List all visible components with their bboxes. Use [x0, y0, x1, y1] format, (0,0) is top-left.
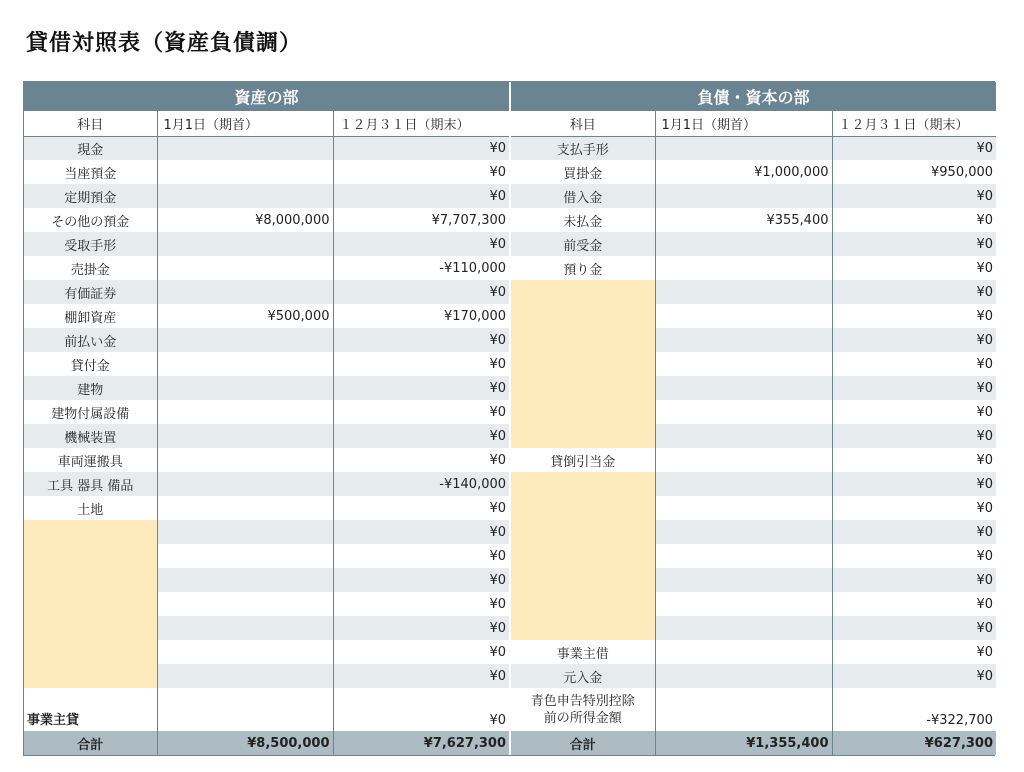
liabilities-table	[511, 82, 996, 755]
assets-item: 受取手形	[24, 232, 157, 256]
liabilities-item: 貸倒引当金	[511, 448, 655, 472]
liabilities-start-amount	[655, 592, 832, 616]
assets-start-amount	[157, 520, 333, 544]
liabilities-item: 未払金	[511, 208, 655, 232]
income-item-line2: 前の所得金額	[543, 710, 622, 726]
liabilities-col-start: 1月1日（期首）	[655, 111, 832, 136]
liabilities-item	[511, 280, 655, 304]
liabilities-item	[511, 328, 655, 352]
assets-start-amount	[157, 184, 333, 208]
page-title: 貸借対照表（資産負債調）	[26, 31, 303, 56]
assets-owner-end: ¥0	[333, 688, 509, 731]
liabilities-start-amount	[655, 304, 832, 328]
liabilities-row	[511, 496, 996, 520]
liabilities-row	[511, 328, 996, 352]
liabilities-row	[511, 664, 996, 688]
liabilities-section	[511, 82, 996, 755]
assets-item: 定期預金	[24, 184, 157, 208]
assets-start-amount	[157, 616, 333, 640]
liabilities-row	[511, 352, 996, 376]
liabilities-col-end: １２月３１日（期末）	[832, 111, 996, 136]
liabilities-start-amount	[655, 424, 832, 448]
liabilities-col-subject: 科目	[511, 111, 655, 136]
liabilities-item	[511, 568, 655, 592]
assets-item: 棚卸資産	[24, 304, 157, 328]
assets-item	[24, 520, 157, 544]
liabilities-row	[511, 424, 996, 448]
liabilities-start-amount: ¥1,000,000	[655, 160, 832, 184]
liabilities-item	[511, 400, 655, 424]
assets-item	[24, 544, 157, 568]
liabilities-row	[511, 400, 996, 424]
assets-section	[24, 82, 509, 755]
assets-start-amount	[157, 592, 333, 616]
assets-start-amount	[157, 136, 333, 160]
assets-item: 土地	[24, 496, 157, 520]
liabilities-item	[511, 544, 655, 568]
assets-row	[24, 160, 509, 184]
assets-row	[24, 136, 509, 160]
assets-start-amount	[157, 496, 333, 520]
assets-item	[24, 640, 157, 664]
liabilities-total-start: ¥1,355,400	[655, 731, 832, 755]
assets-row	[24, 448, 509, 472]
assets-start-amount	[157, 328, 333, 352]
liabilities-item	[511, 424, 655, 448]
assets-end-amount: -¥140,000	[333, 472, 509, 496]
liabilities-row	[511, 592, 996, 616]
liabilities-row	[511, 448, 996, 472]
liabilities-start-amount	[655, 496, 832, 520]
assets-item	[24, 664, 157, 688]
assets-end-amount: ¥0	[333, 184, 509, 208]
assets-start-amount	[157, 280, 333, 304]
assets-row	[24, 544, 509, 568]
assets-start-amount	[157, 256, 333, 280]
assets-row	[24, 664, 509, 688]
assets-section-header: 資産の部	[24, 82, 509, 111]
liabilities-end-amount: ¥0	[832, 184, 996, 208]
assets-row	[24, 640, 509, 664]
liabilities-row	[511, 184, 996, 208]
liabilities-item: 借入金	[511, 184, 655, 208]
assets-item	[24, 568, 157, 592]
assets-row	[24, 256, 509, 280]
liabilities-row	[511, 256, 996, 280]
assets-owner-row	[24, 688, 509, 731]
assets-end-amount: -¥110,000	[333, 256, 509, 280]
assets-item: 現金	[24, 136, 157, 160]
assets-row	[24, 472, 509, 496]
assets-row	[24, 616, 509, 640]
liabilities-end-amount: ¥0	[832, 448, 996, 472]
assets-start-amount	[157, 568, 333, 592]
liabilities-start-amount	[655, 640, 832, 664]
liabilities-row	[511, 568, 996, 592]
assets-end-amount: ¥0	[333, 448, 509, 472]
assets-end-amount: ¥0	[333, 640, 509, 664]
assets-item: 建物	[24, 376, 157, 400]
balance-sheet	[23, 81, 995, 756]
liabilities-end-amount: ¥950,000	[832, 160, 996, 184]
assets-row	[24, 328, 509, 352]
liabilities-row	[511, 280, 996, 304]
assets-row	[24, 184, 509, 208]
assets-end-amount: ¥0	[333, 664, 509, 688]
liabilities-income-end: -¥322,700	[832, 688, 996, 731]
liabilities-section-header: 負債・資本の部	[511, 82, 996, 111]
liabilities-item	[511, 376, 655, 400]
liabilities-start-amount	[655, 544, 832, 568]
assets-item: 機械装置	[24, 424, 157, 448]
liabilities-item: 預り金	[511, 256, 655, 280]
liabilities-end-amount: ¥0	[832, 568, 996, 592]
liabilities-start-amount	[655, 256, 832, 280]
liabilities-income-row	[511, 688, 996, 731]
assets-row	[24, 400, 509, 424]
assets-start-amount: ¥8,000,000	[157, 208, 333, 232]
assets-start-amount: ¥500,000	[157, 304, 333, 328]
liabilities-end-amount: ¥0	[832, 232, 996, 256]
liabilities-start-amount	[655, 616, 832, 640]
assets-start-amount	[157, 400, 333, 424]
assets-col-start: 1月1日（期首）	[157, 111, 333, 136]
liabilities-start-amount	[655, 352, 832, 376]
assets-start-amount	[157, 664, 333, 688]
assets-start-amount	[157, 424, 333, 448]
assets-end-amount: ¥0	[333, 232, 509, 256]
liabilities-end-amount: ¥0	[832, 280, 996, 304]
liabilities-row	[511, 544, 996, 568]
liabilities-item: 前受金	[511, 232, 655, 256]
assets-start-amount	[157, 448, 333, 472]
liabilities-start-amount	[655, 520, 832, 544]
liabilities-row	[511, 376, 996, 400]
assets-end-amount: ¥0	[333, 544, 509, 568]
assets-end-amount: ¥0	[333, 424, 509, 448]
liabilities-item: 元入金	[511, 664, 655, 688]
liabilities-start-amount	[655, 448, 832, 472]
liabilities-start-amount	[655, 400, 832, 424]
assets-end-amount: ¥0	[333, 328, 509, 352]
liabilities-income-item	[511, 688, 655, 731]
assets-col-subject: 科目	[24, 111, 157, 136]
liabilities-end-amount: ¥0	[832, 496, 996, 520]
liabilities-end-amount: ¥0	[832, 376, 996, 400]
liabilities-row	[511, 304, 996, 328]
liabilities-total-row	[511, 731, 996, 755]
liabilities-item: 支払手形	[511, 136, 655, 160]
liabilities-end-amount: ¥0	[832, 664, 996, 688]
assets-start-amount	[157, 232, 333, 256]
liabilities-total-label: 合計	[511, 731, 655, 755]
liabilities-income-start	[655, 688, 832, 731]
liabilities-item: 事業主借	[511, 640, 655, 664]
liabilities-end-amount: ¥0	[832, 424, 996, 448]
liabilities-end-amount: ¥0	[832, 352, 996, 376]
assets-start-amount	[157, 472, 333, 496]
liabilities-start-amount	[655, 568, 832, 592]
income-item-line1: 青色申告特別控除	[530, 693, 635, 709]
liabilities-item: 買掛金	[511, 160, 655, 184]
assets-total-end: ¥7,627,300	[333, 731, 509, 755]
assets-end-amount: ¥0	[333, 352, 509, 376]
assets-start-amount	[157, 376, 333, 400]
liabilities-start-amount	[655, 664, 832, 688]
assets-owner-item: 事業主貸	[24, 688, 157, 731]
assets-row	[24, 568, 509, 592]
liabilities-row	[511, 616, 996, 640]
assets-row	[24, 424, 509, 448]
liabilities-total-end: ¥627,300	[832, 731, 996, 755]
assets-total-start: ¥8,500,000	[157, 731, 333, 755]
liabilities-start-amount	[655, 472, 832, 496]
liabilities-row	[511, 136, 996, 160]
assets-item: 前払い金	[24, 328, 157, 352]
assets-row	[24, 376, 509, 400]
liabilities-row	[511, 520, 996, 544]
assets-item: 有価証券	[24, 280, 157, 304]
liabilities-end-amount: ¥0	[832, 592, 996, 616]
liabilities-row	[511, 472, 996, 496]
liabilities-end-amount: ¥0	[832, 328, 996, 352]
liabilities-end-amount: ¥0	[832, 208, 996, 232]
liabilities-row	[511, 640, 996, 664]
liabilities-item	[511, 616, 655, 640]
liabilities-item	[511, 352, 655, 376]
assets-end-amount: ¥0	[333, 136, 509, 160]
liabilities-row	[511, 232, 996, 256]
liabilities-item	[511, 496, 655, 520]
liabilities-start-amount	[655, 280, 832, 304]
assets-end-amount: ¥0	[333, 496, 509, 520]
assets-row	[24, 304, 509, 328]
liabilities-start-amount	[655, 328, 832, 352]
liabilities-end-amount: ¥0	[832, 304, 996, 328]
assets-end-amount: ¥0	[333, 568, 509, 592]
assets-start-amount	[157, 160, 333, 184]
liabilities-item	[511, 304, 655, 328]
liabilities-end-amount: ¥0	[832, 136, 996, 160]
assets-end-amount: ¥0	[333, 400, 509, 424]
assets-start-amount	[157, 640, 333, 664]
assets-end-amount: ¥0	[333, 160, 509, 184]
assets-item: 車両運搬具	[24, 448, 157, 472]
assets-table	[24, 82, 509, 755]
assets-total-label: 合計	[24, 731, 157, 755]
assets-owner-start	[157, 688, 333, 731]
liabilities-end-amount: ¥0	[832, 640, 996, 664]
assets-item: 建物付属設備	[24, 400, 157, 424]
assets-start-amount	[157, 544, 333, 568]
assets-row	[24, 232, 509, 256]
assets-row	[24, 592, 509, 616]
liabilities-end-amount: ¥0	[832, 616, 996, 640]
assets-end-amount: ¥0	[333, 376, 509, 400]
liabilities-start-amount: ¥355,400	[655, 208, 832, 232]
assets-item: 貸付金	[24, 352, 157, 376]
assets-end-amount: ¥0	[333, 592, 509, 616]
liabilities-item	[511, 520, 655, 544]
assets-item: 売掛金	[24, 256, 157, 280]
assets-end-amount: ¥0	[333, 520, 509, 544]
liabilities-end-amount: ¥0	[832, 256, 996, 280]
assets-item	[24, 616, 157, 640]
assets-end-amount: ¥0	[333, 280, 509, 304]
assets-item: 当座預金	[24, 160, 157, 184]
liabilities-start-amount	[655, 376, 832, 400]
liabilities-item	[511, 472, 655, 496]
liabilities-end-amount: ¥0	[832, 520, 996, 544]
liabilities-start-amount	[655, 184, 832, 208]
assets-end-amount: ¥0	[333, 616, 509, 640]
liabilities-end-amount: ¥0	[832, 400, 996, 424]
assets-item: 工具 器具 備品	[24, 472, 157, 496]
liabilities-row	[511, 160, 996, 184]
assets-col-end: １２月３１日（期末）	[333, 111, 509, 136]
assets-row	[24, 352, 509, 376]
assets-row	[24, 208, 509, 232]
assets-start-amount	[157, 352, 333, 376]
liabilities-end-amount: ¥0	[832, 544, 996, 568]
liabilities-item	[511, 592, 655, 616]
liabilities-end-amount: ¥0	[832, 472, 996, 496]
assets-item: その他の預金	[24, 208, 157, 232]
liabilities-start-amount	[655, 136, 832, 160]
assets-row	[24, 496, 509, 520]
liabilities-row	[511, 208, 996, 232]
liabilities-start-amount	[655, 232, 832, 256]
assets-total-row	[24, 731, 509, 755]
assets-row	[24, 280, 509, 304]
assets-item	[24, 592, 157, 616]
assets-row	[24, 520, 509, 544]
assets-end-amount: ¥7,707,300	[333, 208, 509, 232]
assets-end-amount: ¥170,000	[333, 304, 509, 328]
